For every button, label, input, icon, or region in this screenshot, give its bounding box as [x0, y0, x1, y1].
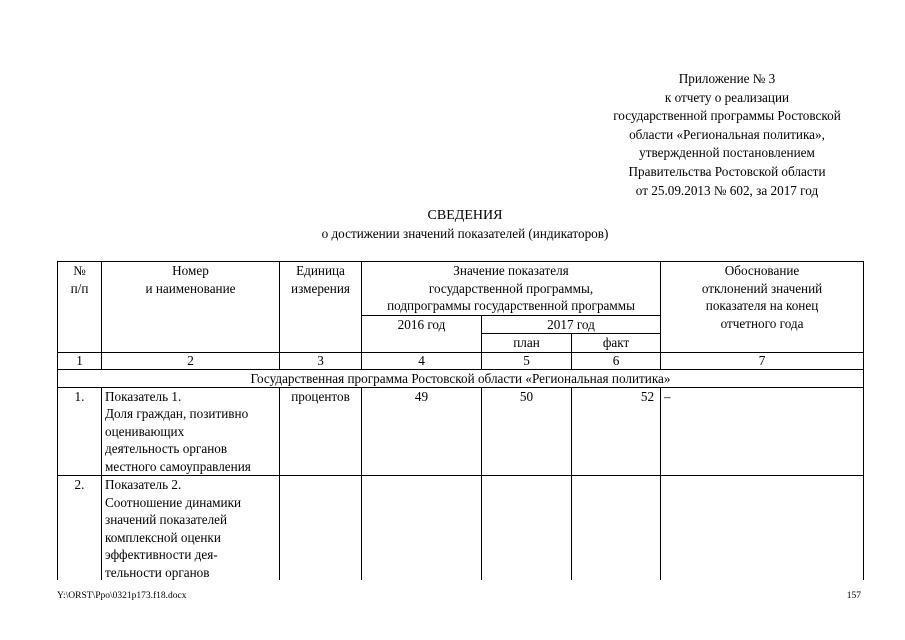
column-number: 3	[280, 352, 362, 369]
column-number: 5	[482, 352, 572, 369]
program-row	[58, 369, 864, 387]
appendix-line: области «Региональная политика»,	[629, 126, 825, 142]
footer-file-path: Y:\ORST\Ppo\0321p173.f18.docx	[57, 591, 187, 601]
row-plan-2017	[482, 476, 572, 582]
column-number: 7	[661, 352, 864, 369]
column-number: 1	[58, 352, 102, 369]
page-bottom-area	[0, 580, 905, 640]
appendix-line: к отчету о реализации	[664, 89, 790, 105]
row-fact-2017	[572, 476, 661, 582]
row-name-line: Соотношение динамики	[105, 494, 242, 510]
appendix-block	[585, 70, 869, 200]
header-text: государственной программы,	[428, 280, 594, 296]
column-number: 6	[572, 352, 661, 369]
row-name-line: Показатель 1.	[105, 388, 182, 404]
header-value	[362, 262, 661, 316]
table-row	[58, 387, 864, 476]
program-title: Государственная программа Ростовской области «Региональная политика»	[58, 369, 864, 387]
row-name	[102, 476, 280, 582]
row-name-line: эффективности дея-	[105, 547, 218, 562]
column-number: 2	[102, 352, 280, 369]
row-name-line: значений показателей	[105, 512, 228, 527]
column-number: 4	[362, 352, 482, 369]
row-name-line: местного самоуправления	[105, 458, 251, 474]
row-no: 1.	[58, 387, 102, 476]
row-plan-2017: 50	[482, 387, 572, 476]
header-row	[58, 262, 864, 316]
header-reason	[661, 262, 864, 353]
header-text: измерения	[291, 280, 350, 296]
header-unit	[280, 262, 362, 353]
appendix-line: Правительства Ростовской области	[628, 163, 826, 179]
indicators-table	[57, 261, 864, 582]
header-no	[58, 262, 102, 353]
header-text: п/п	[70, 280, 89, 296]
appendix-line: государственной программы Ростовской	[613, 108, 841, 124]
header-text: показателя на конец	[705, 298, 819, 313]
header-text: и наименование	[145, 280, 236, 296]
row-fact-2017: 52	[572, 387, 661, 476]
row-value-2016	[362, 476, 482, 582]
header-text: подпрограммы государственной программы	[387, 298, 635, 313]
header-year-curr: 2017 год	[482, 315, 661, 334]
document-subtitle: о достижении значений показателей (индикаторов)	[321, 226, 609, 241]
header-plan: план	[482, 334, 572, 353]
table-row	[58, 476, 864, 582]
header-text: Обоснование	[724, 263, 800, 278]
header-text: отклонений значений	[701, 280, 823, 296]
row-name-line: комплексной оценки	[105, 529, 221, 545]
row-no: 2.	[58, 476, 102, 582]
header-text: отчетного года	[720, 315, 804, 331]
footer-page-number: 157	[846, 591, 861, 601]
row-name-line: тельности органов	[105, 564, 210, 580]
header-text: №	[73, 263, 86, 278]
header-fact: факт	[572, 334, 661, 353]
row-unit: процентов	[280, 387, 362, 476]
row-name-line: Показатель 2.	[105, 477, 182, 492]
appendix-line: Приложение № 3	[678, 71, 776, 86]
row-name-line: оценивающих	[105, 423, 185, 439]
row-name-line: деятельность органов	[105, 441, 228, 456]
row-unit	[280, 476, 362, 582]
row-reason: –	[661, 387, 864, 476]
row-name	[102, 387, 280, 476]
row-name-line: Доля граждан, позитивно	[105, 406, 249, 421]
document-title: СВЕДЕНИЯ	[427, 208, 503, 223]
appendix-line: утвержденной постановлением	[639, 145, 815, 161]
header-text: Значение показателя	[453, 263, 569, 278]
header-name	[102, 262, 280, 353]
header-year-prev: 2016 год	[362, 315, 482, 352]
row-value-2016: 49	[362, 387, 482, 476]
row-reason	[661, 476, 864, 582]
appendix-line: от 25.09.2013 № 602, за 2017 год	[635, 182, 819, 198]
header-text: Единица	[296, 263, 345, 278]
column-number-row	[58, 352, 864, 369]
header-text: Номер	[172, 263, 209, 278]
